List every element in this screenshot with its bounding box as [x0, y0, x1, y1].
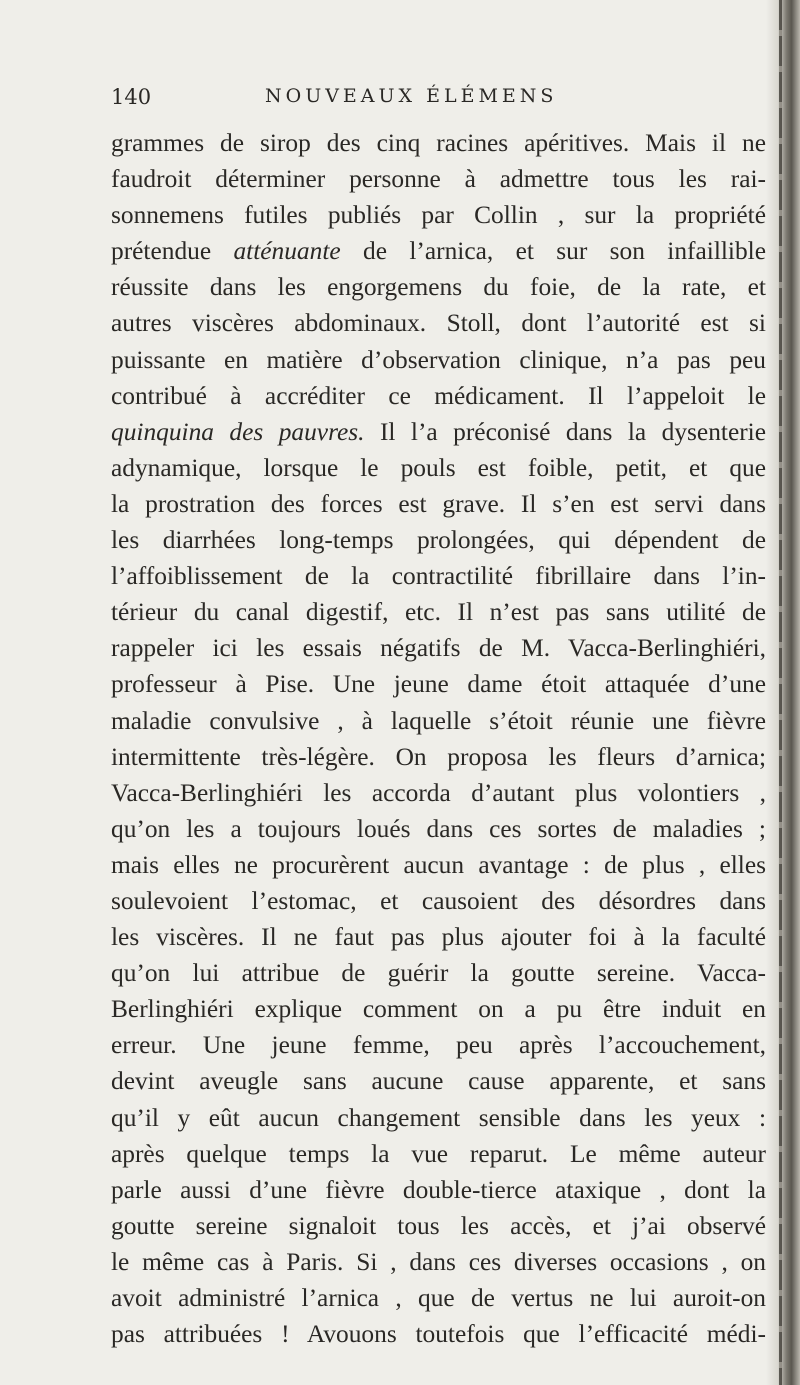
text-line	[111, 305, 766, 341]
text-line	[111, 811, 766, 847]
text-line	[111, 1063, 766, 1099]
text-segment: mais elles ne procurèrent aucun avantage : de plus , elles	[111, 850, 766, 879]
text-line	[111, 847, 766, 883]
italic-segment: atténuante	[233, 237, 341, 266]
text-line	[111, 739, 766, 775]
text-segment: l’affoiblissement de la contractilité fibrillaire dans l’in-	[111, 562, 766, 591]
text-line	[111, 1100, 766, 1136]
text-line	[111, 414, 766, 450]
binding-edge	[779, 0, 782, 1385]
text-line	[111, 486, 766, 522]
text-line	[111, 522, 766, 558]
page-number: 140	[111, 85, 152, 109]
text-segment: Vacca-Berlinghiéri les accorda d’autant plus volontiers ,	[111, 778, 766, 807]
text-segment: pas attribuées ! Avouons toutefois que l’efficacité médi-	[111, 1320, 766, 1349]
text-segment: prétendue	[111, 237, 234, 266]
text-line	[111, 269, 766, 305]
text-segment: Berlinghiéri explique comment on a pu être induit en	[111, 995, 766, 1024]
page-header	[111, 85, 671, 117]
text-line	[111, 1280, 766, 1316]
text-line	[111, 1316, 766, 1352]
text-line	[111, 558, 766, 594]
text-segment: faudroit déterminer personne à admettre tous les rai-	[111, 165, 766, 194]
text-line	[111, 161, 766, 197]
text-line	[111, 991, 766, 1027]
text-segment: les diarrhées long-temps prolongées, qui dépendent de	[111, 526, 766, 555]
text-line	[111, 703, 766, 739]
text-segment: qu’on les a toujours loués dans ces sortes de maladies ;	[111, 814, 766, 843]
italic-segment: quinquina des pauvres.	[111, 417, 365, 446]
text-line	[111, 1208, 766, 1244]
text-segment: goutte sereine signaloit tous les accès, et j’ai observé	[111, 1211, 766, 1240]
text-line	[111, 1027, 766, 1063]
text-segment: réussite dans les engorgemens du foie, de la rate, et	[111, 273, 766, 302]
text-line	[111, 1172, 766, 1208]
text-segment: puissante en matière d’observation clinique, n’a pas peu	[111, 345, 766, 374]
text-line	[111, 342, 766, 378]
text-line	[111, 955, 766, 991]
text-line	[111, 125, 766, 161]
text-line	[111, 233, 766, 269]
text-segment: qu’il y eût aucun changement sensible dans les yeux :	[111, 1103, 766, 1132]
text-segment: la prostration des forces est grave. Il s’en est servi dans	[111, 489, 766, 518]
running-title: NOUVEAUX ÉLÉMENS	[265, 85, 558, 107]
text-line	[111, 883, 766, 919]
text-line	[111, 919, 766, 955]
text-line	[111, 378, 766, 414]
text-segment: avoit administré l’arnica , que de vertus ne lui auroit-on	[111, 1284, 766, 1312]
text-segment: erreur. Une jeune femme, peu après l’accouchement,	[111, 1031, 766, 1060]
text-segment: devint aveugle sans aucune cause apparente, et sans	[111, 1067, 766, 1096]
text-segment: maladie convulsive , à laquelle s’étoit réunie une fièvre	[111, 706, 766, 735]
text-line	[111, 594, 766, 630]
text-segment: adynamique, lorsque le pouls est foible, petit, et que	[111, 453, 766, 482]
text-segment: térieur du canal digestif, etc. Il n’est pas sans utilité de	[111, 598, 766, 627]
text-line	[111, 666, 766, 702]
text-segment: professeur à Pise. Une jeune dame étoit attaquée d’une	[111, 670, 766, 699]
body-text	[111, 125, 766, 1352]
text-line	[111, 775, 766, 811]
text-line	[111, 1244, 766, 1280]
text-line	[111, 197, 766, 233]
text-line	[111, 1136, 766, 1172]
text-segment: rappeler ici les essais négatifs de M. Vacca-Berlinghiéri,	[111, 634, 766, 663]
text-segment: de l’arnica, et sur son infaillible	[340, 237, 766, 266]
text-segment: les viscères. Il ne faut pas plus ajouter foi à la faculté	[111, 923, 766, 952]
text-segment: autres viscères abdominaux. Stoll, dont l’autorité est si	[111, 309, 766, 338]
binding-gutter	[766, 0, 800, 1385]
text-segment: soulevoient l’estomac, et causoient des désordres dans	[111, 886, 766, 915]
text-segment: parle aussi d’une fièvre double-tierce ataxique , dont la	[111, 1175, 766, 1204]
text-segment: qu’on lui attribue de guérir la goutte sereine. Vacca-	[111, 959, 766, 988]
text-line	[111, 450, 766, 486]
text-segment: sonnemens futiles publiés par Collin , sur la propriété	[111, 201, 766, 230]
text-segment: après quelque temps la vue reparut. Le même auteur	[111, 1139, 766, 1168]
text-segment: le même cas à Paris. Si , dans ces diverses occasions , on	[111, 1247, 766, 1276]
text-segment: Il l’a préconisé dans la dysenterie	[364, 417, 766, 446]
text-segment: contribué à accréditer ce médicament. Il l’appeloit le	[111, 381, 766, 410]
text-line	[111, 630, 766, 666]
text-segment: grammes de sirop des cinq racines apéritives. Mais il ne	[111, 129, 766, 157]
text-segment: intermittente très-légère. On proposa les fleurs d’arnica;	[111, 742, 766, 771]
